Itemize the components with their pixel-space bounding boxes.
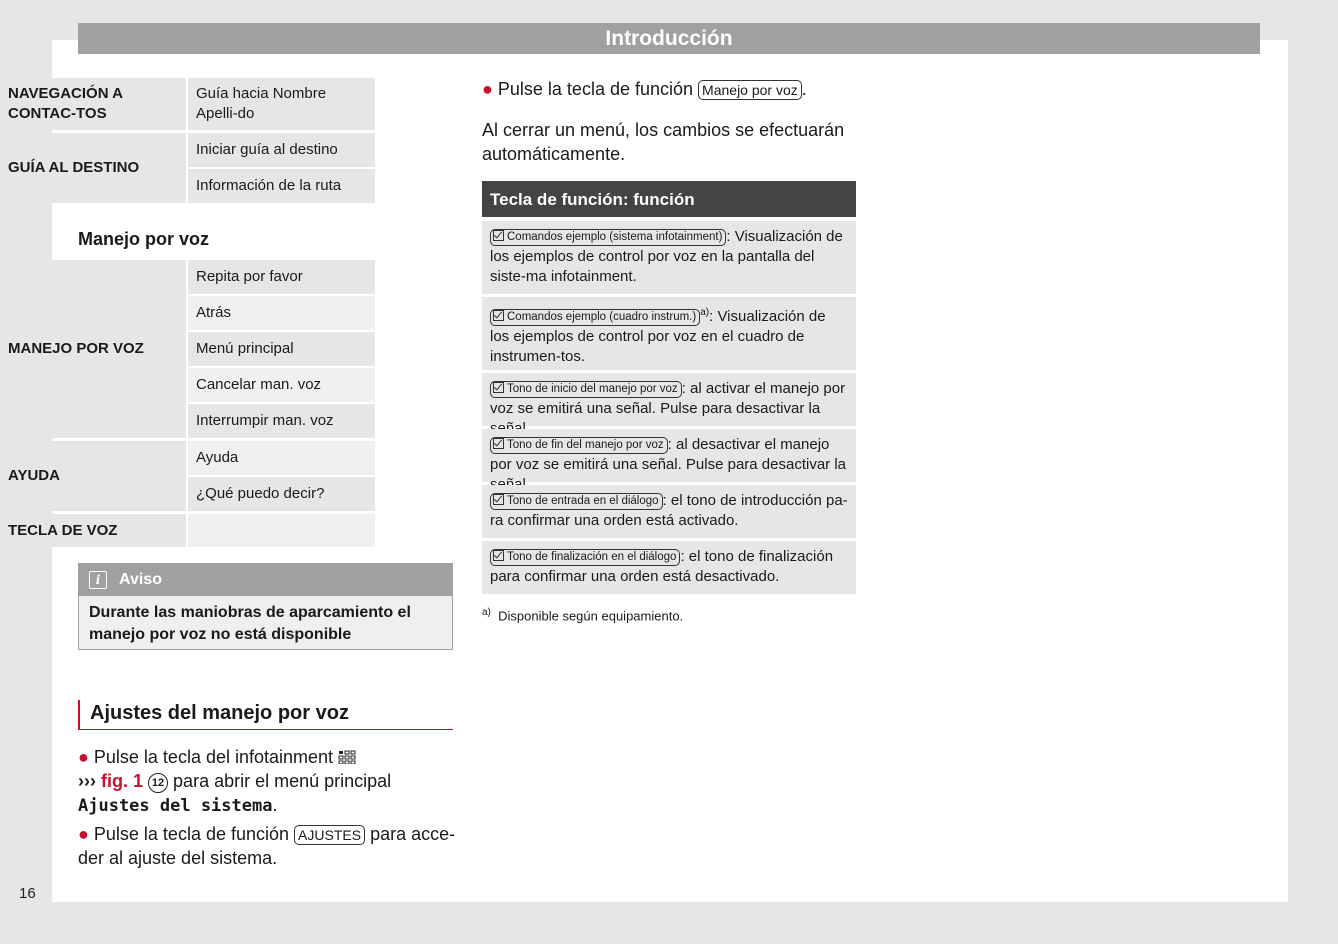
row-text: : al desactivar el manejo por voz se emitirá una señal. Pulse para desactivar la <box>490 436 847 473</box>
table-cell: Repita por favor <box>188 260 375 294</box>
table-row <box>482 297 856 370</box>
checkbox-icon <box>493 230 504 241</box>
bullet-icon: ● <box>482 79 493 99</box>
checkbox-icon <box>493 438 504 449</box>
checkbox-icon <box>493 550 504 561</box>
callout-number: 12 <box>148 773 168 793</box>
row-text: : Visualización de los ejemplos de control por voz en el cuadro de instrumen-tos. <box>490 308 826 365</box>
menu-grid-icon <box>338 750 356 764</box>
table-cell: AYUDA <box>0 441 186 511</box>
notice-body: Durante las maniobras de aparcamiento el manejo por voz no está disponible <box>89 604 411 643</box>
table-cell <box>188 514 375 547</box>
step-infotainment: ● Pulse la tecla del infotainment ››› fig. 1 12 para abrir el menú principal Ajustes del sistema. <box>78 747 392 816</box>
table-cell: Atrás <box>188 296 375 330</box>
checkbox-icon <box>493 382 504 393</box>
table-row <box>482 541 856 594</box>
page-number: 16 <box>19 885 36 902</box>
table-row <box>482 485 856 538</box>
info-icon: i <box>89 571 107 589</box>
ajustes-key: AJUSTES <box>294 825 365 845</box>
row-text: : al activar el manejo por voz se emitirá una señal. Pulse para desactivar la <box>490 380 846 417</box>
figure-ref-link[interactable]: fig. 1 <box>101 771 144 791</box>
row-text: : Visualización de los ejemplos de control por voz en la pantalla del siste-ma infotainment. <box>490 228 843 285</box>
table-cell: ¿Qué puedo decir? <box>188 477 375 511</box>
table-row <box>482 429 856 482</box>
function-key: Comandos ejemplo (sistema infotainment) <box>490 229 726 246</box>
function-key: Tono de finalización en el diálogo <box>490 549 680 566</box>
table-row <box>482 221 856 294</box>
table-cell: Ayuda <box>188 441 375 475</box>
table-cell: Menú principal <box>188 332 375 366</box>
bullet-icon: ● <box>78 747 89 767</box>
section-title-manejo: Manejo por voz <box>78 229 210 249</box>
table-cell: Cancelar man. voz <box>188 368 375 402</box>
notice-header <box>79 564 452 596</box>
function-key: Comandos ejemplo (cuadro instrum.) <box>490 309 700 326</box>
table-cell: Interrumpir man. voz <box>188 404 375 438</box>
step-text: para acce-der al ajuste del sistema. <box>78 824 456 868</box>
table-row <box>482 373 856 426</box>
section-heading-ajustes: Ajustes del manejo por voz <box>78 700 453 730</box>
table-cell: Guía hacia Nombre Apelli-do <box>188 78 375 130</box>
table-cell: MANEJO POR VOZ <box>0 260 186 438</box>
menu-name: Ajustes del sistema <box>78 796 273 816</box>
row-text: : el tono de introducción pa-ra confirmar una orden está activado. <box>490 492 848 529</box>
row-text: : el tono de finalización para confirmar una orden está desactivado. <box>490 548 834 585</box>
table-cell: Información de la ruta <box>188 169 375 203</box>
notice-box <box>78 563 453 650</box>
table-cell: TECLA DE VOZ <box>0 514 186 547</box>
function-table-title: Tecla de función: función <box>482 181 856 217</box>
footnote <box>482 607 683 623</box>
table-cell: GUÍA AL DESTINO <box>0 133 186 203</box>
bullet-icon: ● <box>78 824 89 844</box>
function-key: Tono de entrada en el diálogo <box>490 493 663 510</box>
notice-title: Aviso <box>119 571 162 588</box>
footnote-mark: a) <box>700 307 710 318</box>
table-cell: Iniciar guía al destino <box>188 133 375 167</box>
checkbox-icon <box>493 310 504 321</box>
figure-ref-arrows: ››› <box>78 771 96 791</box>
function-key: Tono de inicio del manejo por voz <box>490 381 682 398</box>
checkbox-icon <box>493 494 504 505</box>
step-manejo: ● Pulse la tecla de función Manejo por voz . <box>482 79 807 99</box>
step-text: Pulse la tecla de función <box>93 824 290 844</box>
footnote-text: Disponible según equipamiento. <box>498 608 684 624</box>
step-text: para abrir el menú principal <box>173 771 392 791</box>
close-note: Al cerrar un menú, los cambios se efectuarán automáticamente. <box>482 120 845 164</box>
step-text: Pulse la tecla del infotainment <box>93 747 334 767</box>
function-key: Tono de fin del manejo por voz <box>490 437 668 454</box>
step-text: Pulse la tecla de función <box>497 79 694 99</box>
footnote-mark: a) <box>482 607 491 618</box>
manejo-key: Manejo por voz <box>698 80 802 100</box>
table-cell: NAVEGACIÓN A CONTAC-TOS <box>0 78 186 130</box>
page-header: Introducción <box>78 23 1260 54</box>
step-ajustes <box>78 822 458 870</box>
